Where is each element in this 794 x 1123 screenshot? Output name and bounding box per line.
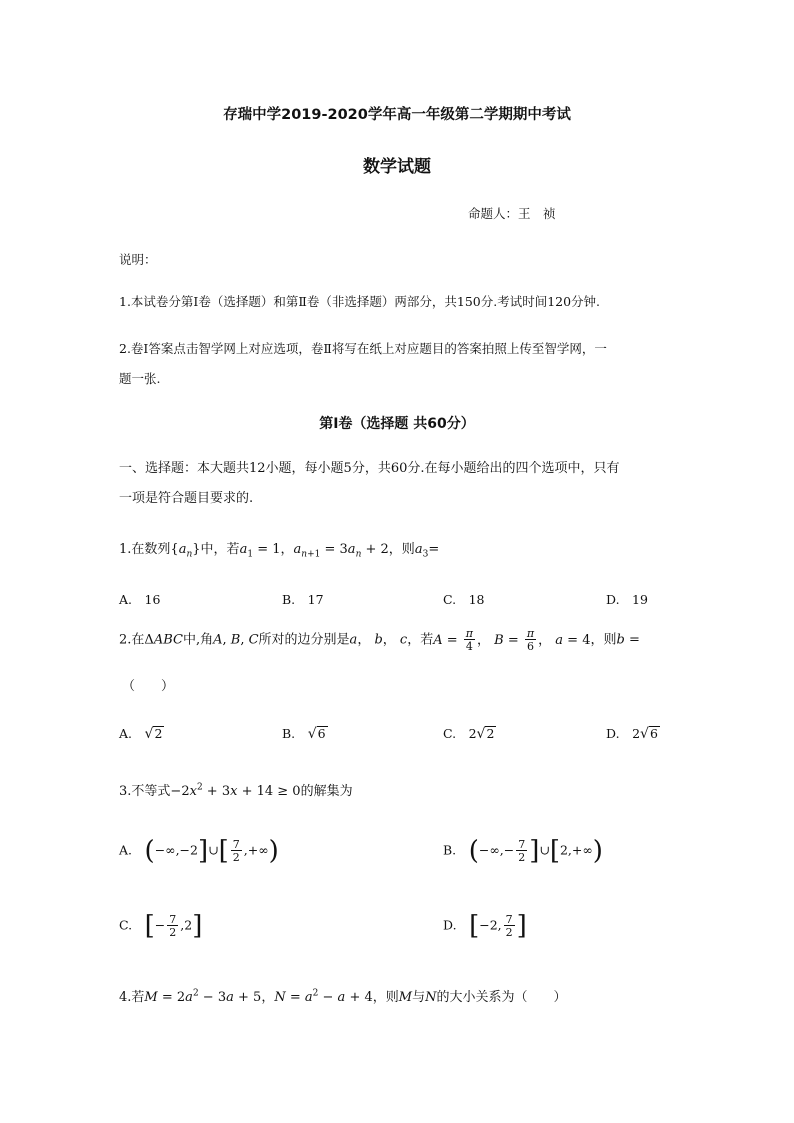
math-expression: $a_1 = 1$ [239,542,281,560]
q1-option-d: D. 19 [606,592,648,607]
section-description-line-1: 一、选择题：本大题共12小题，每小题5分，共60分.在每小题给出的四个选项中，只有 [119,461,620,476]
instruction-item-2-line-1: 2.卷Ⅰ答案点击智学网上对应选项，卷Ⅱ将写在纸上对应题目的答案拍照上传至智学网，一 [119,341,607,356]
math-expression: ΔABC [144,632,183,648]
math-expression: b = [616,632,640,648]
instruction-item-2-line-2: 题一张. [119,371,161,386]
q2-option-d: D. 2√6 [606,726,658,742]
q3-option-c: C. [− $\frac{7}{2}$ ,2] [119,911,203,941]
math-expression: M [398,990,413,1005]
subject-title: 数学试题 [363,157,431,177]
q3-option-d: D. [−2, $\frac{7}{2}$ ] [443,911,527,941]
math-expression: $M = 2a^2 - 3a + 5$ [144,988,262,1005]
math-expression: $a_3$ [414,542,429,560]
question-number: 4. [119,990,132,1005]
question-3: 3.不等式$-2x^2 + 3x + 14 \ge 0$的解集为 [119,782,353,799]
q2-option-b: B. √6 [282,726,326,742]
author-line: 命题人：王 祯 [468,206,556,221]
q2-answer-blank: （ ） [122,679,175,694]
q1-option-b: B. 17 [282,592,324,607]
q1-option-c: C. 18 [443,592,485,607]
q1-option-a: A. 16 [119,592,161,607]
q3-option-a: A. (−∞,−2]∪[ $\frac{7}{2}$ ,+∞) [119,836,279,866]
math-expression: A, B, C [213,632,259,648]
q2-option-c: C. 2√2 [443,726,495,742]
question-1: 1.在数列$\{a_n\}$中，若$a_1 = 1$，$a_{n+1} = 3a_n + 2$，则$a_3=$ [119,542,440,560]
math-expression: a， b， c [349,632,408,648]
math-expression: $\{a_n\}$ [170,542,201,560]
question-2: 2.在ΔABC中,角A, B, C所对的边分别是a， b， c，若A = $\frac{\pi}{4}$ ， B = $\frac{\pi}{6}$ ， a = 4，则b = [119,627,640,653]
math-expression: $-2x^2 + 3x + 14 \ge 0$ [170,782,301,799]
math-expression: A = $\frac{\pi}{4}$ ， B = $\frac{\pi}{6}$ ， a = 4 [433,627,591,653]
q3-option-b: B. (−∞,− $\frac{7}{2}$ ]∪[2,+∞) [443,836,603,866]
question-number: 1. [119,542,132,557]
question-number: 3. [119,784,132,799]
q2-option-a: A. √2 [119,726,163,742]
exam-title: 存瑞中学2019-2020学年高一年级第二学期期中考试 [223,107,571,123]
instruction-item-1: 1.本试卷分第Ⅰ卷（选择题）和第Ⅱ卷（非选择题）两部分，共150分.考试时间120分钟. [119,294,601,309]
question-number: 2. [119,632,132,648]
section-description-line-2: 一项是符合题目要求的. [119,491,254,506]
math-expression: N [425,990,437,1005]
instructions-heading: 说明： [119,252,157,267]
question-4: 4.若$M = 2a^2 - 3a + 5$，$N = a^2 - a + 4$，则M与N的大小关系为（ ） [119,988,567,1005]
math-expression: $N = a^2 - a + 4$ [274,988,373,1005]
math-expression: $a_{n+1} = 3a_n + 2$ [293,542,389,560]
section-heading: 第Ⅰ卷（选择题 共60分） [319,416,475,432]
